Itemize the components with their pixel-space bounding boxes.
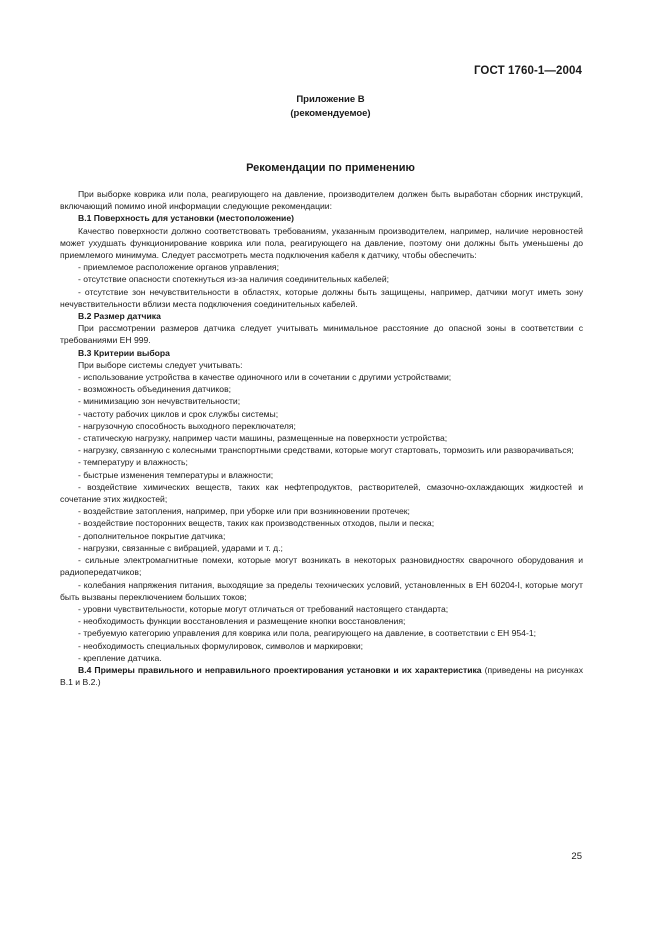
- section-b1-title: В.1 Поверхность для установки (местоположение): [78, 213, 294, 224]
- list-item: - сильные электромагнитные помехи, которые могут возникать в некоторых разновидностях сварочного оборудования и радиопередатчиков;: [60, 555, 583, 578]
- list-item: - температуру и влажность;: [78, 457, 188, 468]
- list-item: - возможность объединения датчиков;: [78, 384, 232, 395]
- section-b4-paragraph: [60, 664, 583, 688]
- list-item: - дополнительное покрытие датчика;: [78, 530, 226, 541]
- section-b3-title: В.3 Критерии выбора: [78, 347, 170, 358]
- list-item: - отсутствие зон нечувствительности в областях, которые должны быть защищены, например, датчики могут иметь зону нечувствительности вблизи места подключения соединительных кабелей.: [60, 286, 583, 309]
- list-item: - необходимость функции восстановления и размещение кнопки восстановления;: [78, 616, 406, 627]
- list-item: - колебания напряжения питания, выходящие за пределы технических условий, установленных в ЕН 60204-I, которые могут быть вызваны переключением больших токов;: [60, 579, 583, 602]
- list-item: - статическую нагрузку, например части машины, размещенные на поверхности устройства;: [78, 433, 448, 444]
- section-b2-title: В.2 Размер датчика: [78, 311, 161, 322]
- standard-number: ГОСТ 1760-1—2004: [473, 65, 582, 77]
- section-b1-text: Качество поверхности должно соответствовать требованиям, указанным производителем, например, наличие неровностей может ухудшать функционирование коврика или пола, реагирующего на давление, поэтому они должны быть уменьшены до приемлемого минимума. Следует рассмотреть места подключения кабеля к датчику, чтобы обеспечить:: [60, 225, 583, 261]
- annex-main-heading: Рекомендации по применению: [246, 162, 415, 174]
- section-b2-text: При рассмотрении размеров датчика следует учитывать минимальное расстояние до опасной зоны в соответствии с требованиями ЕН 999.: [60, 323, 583, 346]
- section-b4-title: В.4 Примеры правильного и неправильного проектирования установки и их характеристика: [78, 664, 482, 675]
- intro-paragraph: При выборке коврика или пола, реагирующего на давление, производителем должен быть выработан сборник инструкций, включающий помимо иной информации следующие рекомендации:: [60, 189, 583, 212]
- annex-note: (рекомендуемое): [290, 108, 371, 119]
- section-b4-text: (приведены на рисунках В.1 и В.2.): [60, 664, 583, 688]
- list-item: - требуемую категорию управления для коврика или пола, реагирующего на давление, в соответствии с ЕН 954-1;: [78, 628, 536, 639]
- section-b3-text: При выборе системы следует учитывать:: [78, 359, 243, 370]
- list-item: - приемлемое расположение органов управления;: [78, 262, 279, 273]
- annex-heading: [0, 93, 661, 121]
- list-item: - уровни чувствительности, которые могут отличаться от требований настоящего стандарта;: [78, 603, 449, 614]
- list-item: - воздействие химических веществ, таких как нефтепродуктов, растворителей, смазочно-охлаждающих жидкостей и сочетание этих жидкостей;: [60, 481, 583, 505]
- list-item: - использование устройства в качестве одиночного или в сочетании с другими устройствами;: [78, 372, 452, 383]
- list-item: - минимизацию зон нечувствительности;: [78, 396, 241, 407]
- list-item: - нагрузку, связанную с колесными транспортными средствами, которые могут стартовать, тормозить или разворачиваться;: [78, 445, 574, 456]
- list-item: - воздействие посторонних веществ, таких как производственных отходов, пыли и песка;: [78, 518, 435, 529]
- page-number: 25: [571, 851, 582, 862]
- list-item: - отсутствие опасности спотекнуться из-за наличия соединительных кабелей;: [78, 274, 390, 285]
- list-item: - нагрузки, связанные с вибрацией, ударами и т. д.;: [78, 542, 283, 553]
- annex-body: [60, 188, 583, 688]
- list-item: - крепление датчика.: [78, 652, 162, 663]
- list-item: - быстрые изменения температуры и влажности;: [78, 469, 274, 480]
- annex-title: Приложение В: [296, 94, 365, 105]
- list-item: - воздействие затопления, например, при уборке или при возникновении протечек;: [78, 506, 410, 517]
- list-item: - нагрузочную способность выходного переключателя;: [78, 420, 296, 431]
- list-item: - частоту рабочих циклов и срок службы системы;: [78, 408, 279, 419]
- list-item: - необходимость специальных формулировок, символов и маркировки;: [78, 640, 364, 651]
